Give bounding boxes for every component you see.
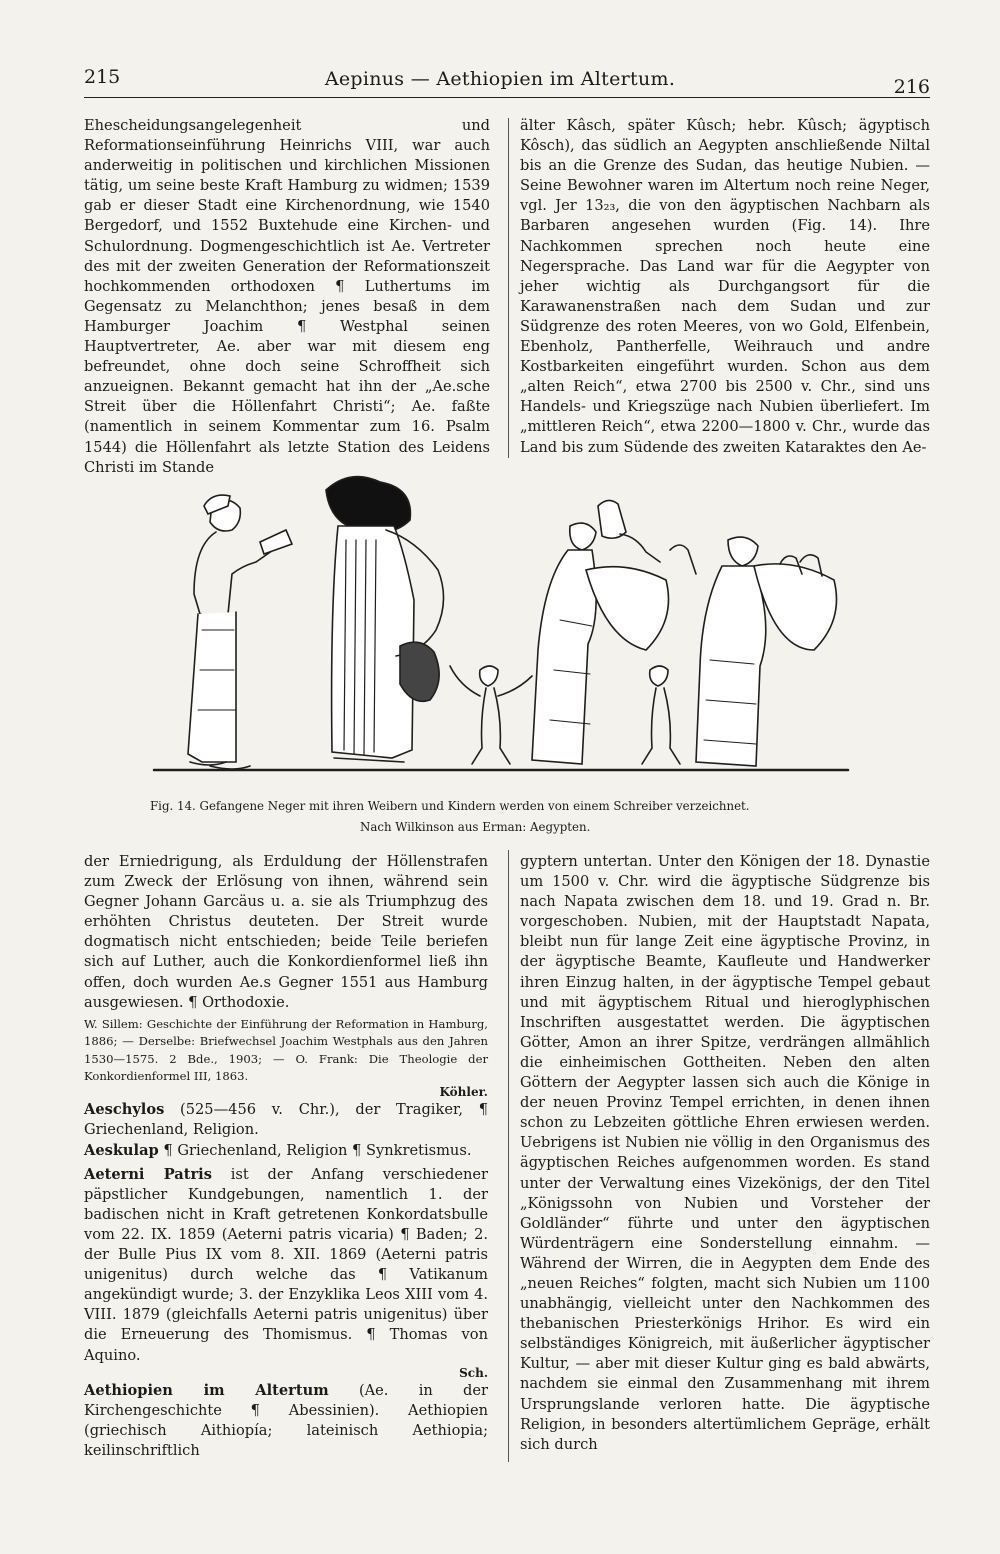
captive-women-and-children [450,500,837,766]
upper-right-text: älter Kâsch, später Kûsch; hebr. Kûsch; ägyptisch Kôsch), das südlich an Aegypten anschließende Niltal bis an die Grenze des Sudan, das heutige Nubien. — Seine Bewohner waren im Altertum noch reine Neger, vgl. Jer 13₂₃, die von den ägyptischen Nachbarn als Barbaren angesehen wurden (Fig. 14). Ihre Nachkommen sprechen noch heute eine Negersprache. Das Land war für die Aegypter von jeher wichtig als Durchgangsort für die Karawanenstraßen nach dem Sudan und zur Südgrenze des roten Meeres, von wo Gold, Elfenbein, Ebenholz, Pantherfelle, Weihrauch und andre Kostbarkeiten eingeführt wurden. Schon aus dem „alten Reich“, etwa 2700 bis 2500 v. Chr., sind uns Handels- und Kriegszüge nach Nubien überliefert. Im „mittleren Reich“, etwa 2200—1800 v. Chr., wurde das Land bis zum Südende des zweiten Kataraktes den Ae- [520,117,930,456]
column-divider-lower [508,850,509,1462]
headword-aethiopien: Aethiopien im Altertum [84,1381,329,1399]
author-signature-2: Sch. [459,1365,488,1380]
page-number-right: 216 [893,76,930,98]
page-number-left: 215 [84,66,121,88]
upper-left-text: Ehescheidungsangelegenheit und Reformationseinführung Heinrichs VIII, war auch anderweitig in politischen und kirchlichen Missionen tätig, um seine beste Kraft Hamburg zu widmen; 1539 gab er dieser Stadt eine Kirchenordnung, wie 1540 Bergedorf, und 1552 Buxtehude eine Kirchen- und Schulordnung. Dogmengeschichtlich ist Ae. Vertreter des mit der zweiten Generation der Reformationszeit hochkommenden orthodoxen ¶ Luthertums im Gegensatz zu Melanchthon; jenes besaß in dem Hamburger Joachim ¶ Westphal seinen Hauptvertreter, Ae. aber war mit diesem eng befreundet, ohne doch seine Schroffheit sich anzueignen. Bekannt gemacht hat ihn der „Ae.sche Streit über die Höllenfahrt Christi“; Ae. faßte (namentlich in seinem Kommentar zum 16. Psalm 1544) die Höllenfahrt als letzte Station des Leidens Christi im Stande [84,117,490,476]
running-head: Aepinus — Aethiopien im Altertum. [324,68,676,90]
column-divider-upper [508,118,509,458]
lower-right-column [520,852,930,1455]
continuation-text: der Erniedrigung, als Erduldung der Höllenstrafen zum Zweck der Erlösung von ihnen, während sein Gegner Johann Garcäus u. a. sie als Triumphzug des erhöhten Christus deuteten. Der Streit wurde dogmatisch nicht entschieden; beide Teile beriefen sich auf Luther, auch die Konkordienformel ließ ihn offen, doch wurden Ae.s Gegner 1551 aus Hamburg ausgewiesen. ¶ Orthodoxie. [84,853,488,1011]
figure-caption-line-2: Nach Wilkinson aus Erman: Aegypten. [360,820,591,834]
upper-right-column [520,116,930,458]
entry-aeterni-patris [84,1165,488,1366]
headword-aeschylos: Aeschylos [84,1101,165,1119]
headword-aeskulap: Aeskulap [84,1141,159,1159]
entry-aethiopien [84,1381,488,1461]
entry-aeterni-patris-text: ist der Anfang verschiedener päpstlicher Kundgebungen, namentlich 1. der badischen nicht in Kraft getretenen Konkordatsbulle vom 22. IX. 1859 (Aeterni patris vicaria) ¶ Baden; 2. der Bulle Pius IX vom 8. XII. 1869 (Aeterni patris unigenitus) durch welche das ¶ Vatikanum angekündigt wurde; 3. der Enzyklika Leos XIII vom 4. VIII. 1879 (gleichfalls Aeterni patris unigenitus) über die Erneuerung des Thomismus. ¶ Thomas von Aquino. [84,1165,488,1364]
header-rule [84,97,930,98]
scribe-figure [188,495,292,769]
author-signature-1: Köhler. [439,1085,488,1100]
bibliography: W. Sillem: Geschichte der Einführung der Reformation in Hamburg, 1886; — Derselbe: Briefwechsel Joachim Westphals aus den Jahren 1530—1575. 2 Bde., 1903; — O. Frank: Die Theologie der Konkordienformel III, 1863. [84,1016,488,1083]
entry-aethiopien-text: (Ae. in der Kirchengeschichte ¶ Abessinien). Aethiopien (griechisch Aithiopía; lateinisch Aethiopia; keilinschriftlich [84,1381,489,1459]
lower-right-text: gyptern untertan. Unter den Königen der 18. Dynastie um 1500 v. Chr. wird die ägyptische Südgrenze bis nach Napata zwischen dem 18. und 19. Grad n. Br. vorgeschoben. Nubien, mit der Hauptstadt Napata, bleibt nun für lange Zeit eine ägyptische Provinz, in der ägyptische Beamte, Kaufleute und Handwerker ihren Einzug halten, in der ägyptische Tempel gebaut und mit ägyptischem Ritual und hieroglyphischen Inschriften ausgestattet werden. Die ägyptischen Götter, Amon an ihrer Spitze, verdrängen allmählich die einheimischen Gottheiten. Neben den alten Göttern der Aegypter lassen sich auch die Könige in der neuen Provinz Tempel errichten, in denen ihnen schon zu Lebzeiten göttliche Ehren erwiesen werden. Uebrigens ist Nubien nie völlig in den Organismus des ägyptischen Reiches aufgenommen worden. Es stand unter der Verwaltung eines Vizekönigs, der den Titel „Königssohn von Nubien und Vorsteher der Goldländer“ führte und unter den ägyptischen Würdenträgern eine Sonderstellung einnahm. — Während der Wirren, die in Aegypten dem Ende des „neuen Reiches“ folgten, macht sich Nubien um 1100 unabhängig, vielleicht unter den Nachkommen des thebanischen Priesterkönigs Hrihor. Es wird ein selbständiges Königreich, mit äußerlicher ägyptischer Kultur, — aber mit dieser Kultur ging es bald abwärts, nachdem sie einmal den Zusammenhang mit ihrem Ursprungslande verloren hatte. Die ägyptische Religion, in besonders altertümlichem Gepräge, erhält sich durch [520,853,930,1453]
upper-left-column [84,116,490,478]
entry-aeskulap-text: ¶ Griechenland, Religion ¶ Synkretismus. [158,1141,472,1159]
entry-aeskulap [84,1141,488,1161]
lower-left-column [84,852,488,1461]
headword-aeterni-patris: Aeterni Patris [84,1165,212,1183]
figure-14-illustration [150,470,852,786]
figure-caption [150,796,880,838]
captive-men-group [326,477,444,762]
figure-caption-line-1: Fig. 14. Gefangene Neger mit ihren Weibern und Kindern werden von einem Schreiber verzeichnet. [150,799,750,813]
entry-aeschylos [84,1100,488,1140]
entry-aeschylos-text: (525—456 v. Chr.), der Tragiker, ¶ Griechenland, Religion. [84,1101,488,1139]
